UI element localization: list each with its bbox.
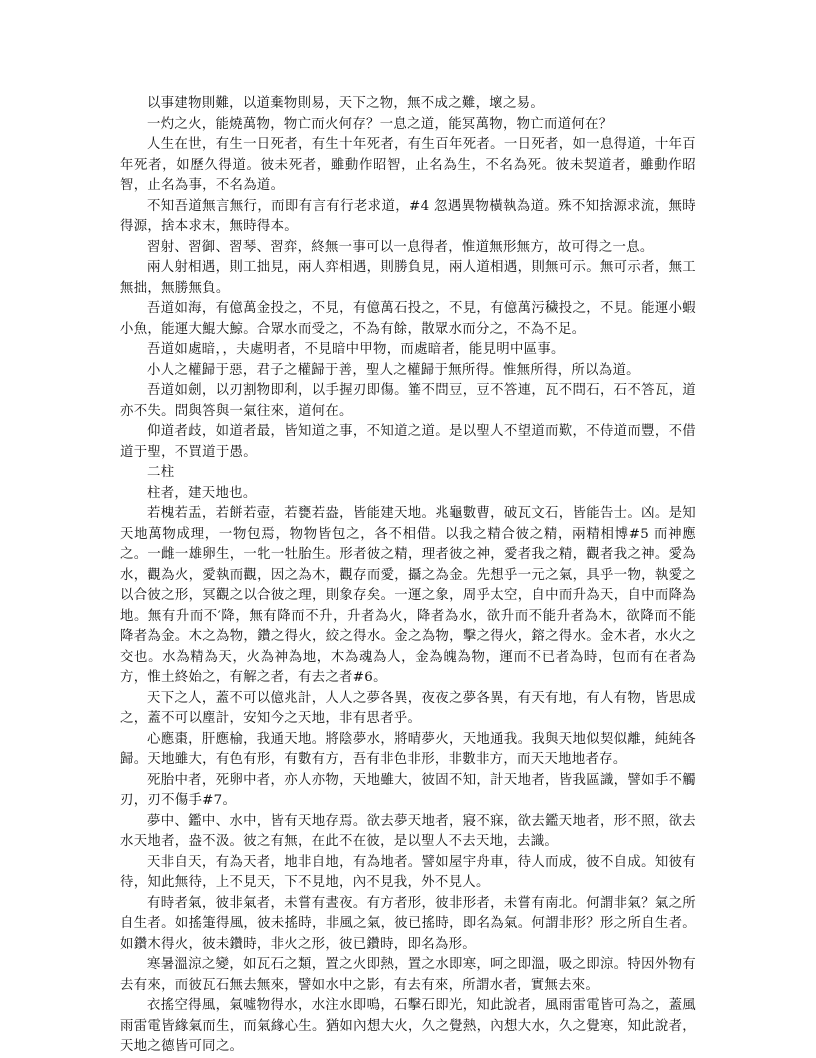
paragraph: 衣搖空得風，氣噓物得水，水注水即鳴，石擊石即光，知此說者，風雨雷電皆可為之，蓋風雨雷電皆緣氣而生，而氣緣心生。猶如內想大火，久之覺熱，內想大水，久之覺寒，知此說者，天地之德皆可同之。 xyxy=(120,998,696,1054)
paragraph: 柱者，建天地也。 xyxy=(147,485,257,501)
document-body xyxy=(120,94,696,1058)
paragraph: 吾道如處暗，，夫處明者，不見暗中甲物，而處暗者，能見明中區事。 xyxy=(147,342,565,357)
paragraph: 天下之人，蓋不可以億兆計，人人之夢各異，夜夜之夢各異，有天有地，有人有物，皆思成之，蓋不可以塵計，安知今之天地，非有思者乎。 xyxy=(120,690,696,726)
paragraph: 習射、習御、習琴、習弈，終無一事可以一息得者，惟道無形無方，故可得之一息。 xyxy=(147,239,654,255)
paragraph: 心應棗，肝應榆，我通天地。將陰夢水，將晴夢火，天地通我。我與天地似契似離，純純各歸。天地雖大，有色有形，有數有方，吾有非色非形，非數非方，而天天地地者存。 xyxy=(120,731,696,767)
paragraph: 天非自天，有為天者，地非自地，有為地者。譬如屋宇舟車，待人而成，彼不自成。知彼有待，知此無待，上不見天，下不見地，內不見我，外不見人。 xyxy=(120,854,696,890)
paragraph: 以事建物則難，以道棄物則易，天下之物，無不成之難，壞之易。 xyxy=(147,96,545,111)
paragraph: 若槐若盂，若餅若壺，若甕若盎，皆能建天地。兆龜數曹，破瓦文石，皆能告士。凶。是知天地萬物成理，一物包焉，物物皆包之，各不相借。以我之精合彼之精，兩精相博#5 而神應之。一雌一雄卵生，一牝一牡胎生。形者彼之精，理者彼之神，愛者我之精，觀者我之神。愛為水，觀為火，愛執而觀，因之為木，觀存而愛，攝之為金。先想乎一元之氣，具乎一物，執愛之以合彼之形，冥觀之以合彼之理，則象存矣。一運之象，周乎太空，自中而升為天，自中而降為地。無有升而不′降，無有降而不升，升者為火，降者為水，欲升而不能升者為木，欲降而不能降者為金。木之為物，鑽之得火，絞之得水。金之為物，擊之得火，鎔之得水。金木者，水火之交也。水為精為天，火為神為地，木為魂為人，金為魄為物，運而不已者為時，包而有在者為方，惟土終始之，有解之者，有去之者#6。 xyxy=(120,506,696,685)
paragraph: 仰道者歧，如道者最，皆知道之事，不知道之道。是以聖人不望道而歎，不侍道而豐，不借道于聖，不買道于愚。 xyxy=(120,424,696,460)
paragraph: 吾道如海，有億萬金投之，不見，有億萬石投之，不見，有億萬污穢投之，不見。能運小蝦小魚，能運大鯤大鯨。合眾水而受之，不為有餘，散眾水而分之，不為不足。 xyxy=(120,301,696,337)
section-heading: 二柱 xyxy=(147,465,175,480)
paragraph: 不知吾道無言無行，而即有言有行老求道，#4 忽遇異物橫執為道。殊不知捨源求流，無時得源，捨本求末，無時得本。 xyxy=(120,198,696,234)
paragraph: 一灼之火，能燒萬物，物亡而火何存？一息之道，能冥萬物，物亡而道何在？ xyxy=(147,116,613,132)
paragraph: 兩人射相遇，則工拙見，兩人弈相遇，則勝負見，兩人道相遇，則無可示。無可示者，無工無拙，無勝無負。 xyxy=(120,260,696,296)
paragraph: 死胎中者，死卵中者，亦人亦物，天地雖大，彼固不知，計天地者，皆我區識，譬如手不觸刃，刃不傷手#7。 xyxy=(120,772,696,808)
paragraph: 吾道如劍，以刃割物即利，以手握刃即傷。箠不問豆，豆不答連，瓦不問石，石不答瓦，道亦不失。問與答與一氣往來，道何在。 xyxy=(120,383,696,419)
paragraph: 人生在世，有生一日死者，有生十年死者，有生百年死者。一日死者，如一息得道，十年百年死者，如歷久得道。彼未死者，雖動作昭智，止名為生，不名為死。彼未契道者，雖動作昭智，止名為事，不名為道。 xyxy=(120,137,696,193)
paragraph: 有時者氣，彼非氣者，未嘗有晝夜。有方者形，彼非形者，未嘗有南北。何謂非氣？氣之所自生者。如搖箑得風，彼未搖時，非風之氣，彼已搖時，即名為氣。何謂非形？形之所自生者。如鑽木得火，彼未鑽時，非火之形，彼已鑽時，即名為形。 xyxy=(120,895,696,952)
paragraph: 夢中、鑑中、水中，皆有天地存焉。欲去夢天地者，寢不寐，欲去鑑天地者，形不照，欲去水天地者，盎不汲。彼之有無，在此不在彼，是以聖人不去天地，去識。 xyxy=(120,813,696,849)
paragraph: 小人之權歸于惡，君子之權歸于善，聖人之權歸于無所得。惟無所得，所以為道。 xyxy=(147,362,640,378)
paragraph: 寒暑溫涼之變，如瓦石之類，置之火即熱，置之水即寒，呵之即溫，吸之即涼。特因外物有去有來，而彼瓦石無去無來，譬如水中之影，有去有來，所謂水者，實無去來。 xyxy=(120,957,696,993)
